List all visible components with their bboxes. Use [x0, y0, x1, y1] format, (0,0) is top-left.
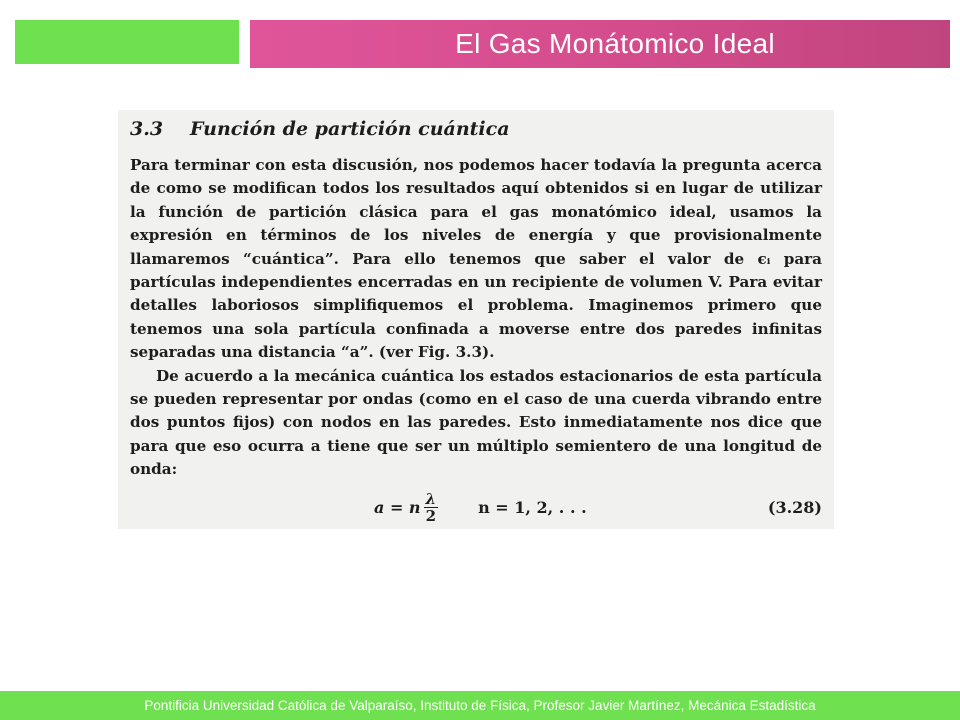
section-number: 3.3 — [130, 118, 164, 140]
equation-3-28 — [130, 488, 822, 528]
equation-lhs: a = n — [374, 498, 421, 518]
footer-text: Pontificia Universidad Católica de Valparaíso, Instituto de Física, Profesor Javier Martínez, Mecánica Estadística — [144, 698, 816, 713]
equation-fraction — [424, 491, 439, 524]
title-banner — [250, 20, 950, 68]
footer-bar — [0, 691, 960, 720]
slide-title: El Gas Monátomico Ideal — [455, 28, 775, 59]
paragraph-2: De acuerdo a la mecánica cuántica los estados estacionarios de esta partícula se pueden representar por ondas (como en el caso de una cuerda vibrando entre dos puntos fijos) con nodos en las paredes. Esto inmediatamente nos dice que para que eso ocurra a tiene que ser un múltiplo semientero de una longitud de onda: — [130, 366, 822, 479]
fraction-denominator: 2 — [425, 507, 437, 526]
fraction-numerator: λ — [425, 490, 437, 509]
decorative-green-bar — [15, 20, 239, 64]
scanned-text-image — [118, 110, 834, 529]
section-heading — [130, 118, 822, 140]
equation-number: (3.28) — [767, 498, 822, 518]
equation-condition: n = 1, 2, . . . — [478, 498, 587, 518]
paragraph-1: Para terminar con esta discusión, nos podemos hacer todavía la pregunta acerca de como se modifican todos los resultados aquí obtenidos si en lugar de utilizar la función de partición clásica para el gas monatómico ideal, usamos la expresión en términos de los niveles de energía y que provisionalmente llamaremos “cuántica”. Para ello tenemos que saber el valor de ϵᵢ para partículas independientes encerradas en un recipiente de volumen V. Para evitar detalles laboriosos simplifiquemos el problema. Imaginemos primero que tenemos una sola partícula confinada a moverse entre dos paredes infinitas separadas una distancia “a”. (ver Fig. 3.3). — [130, 156, 822, 362]
section-title: Función de partición cuántica — [190, 118, 510, 140]
